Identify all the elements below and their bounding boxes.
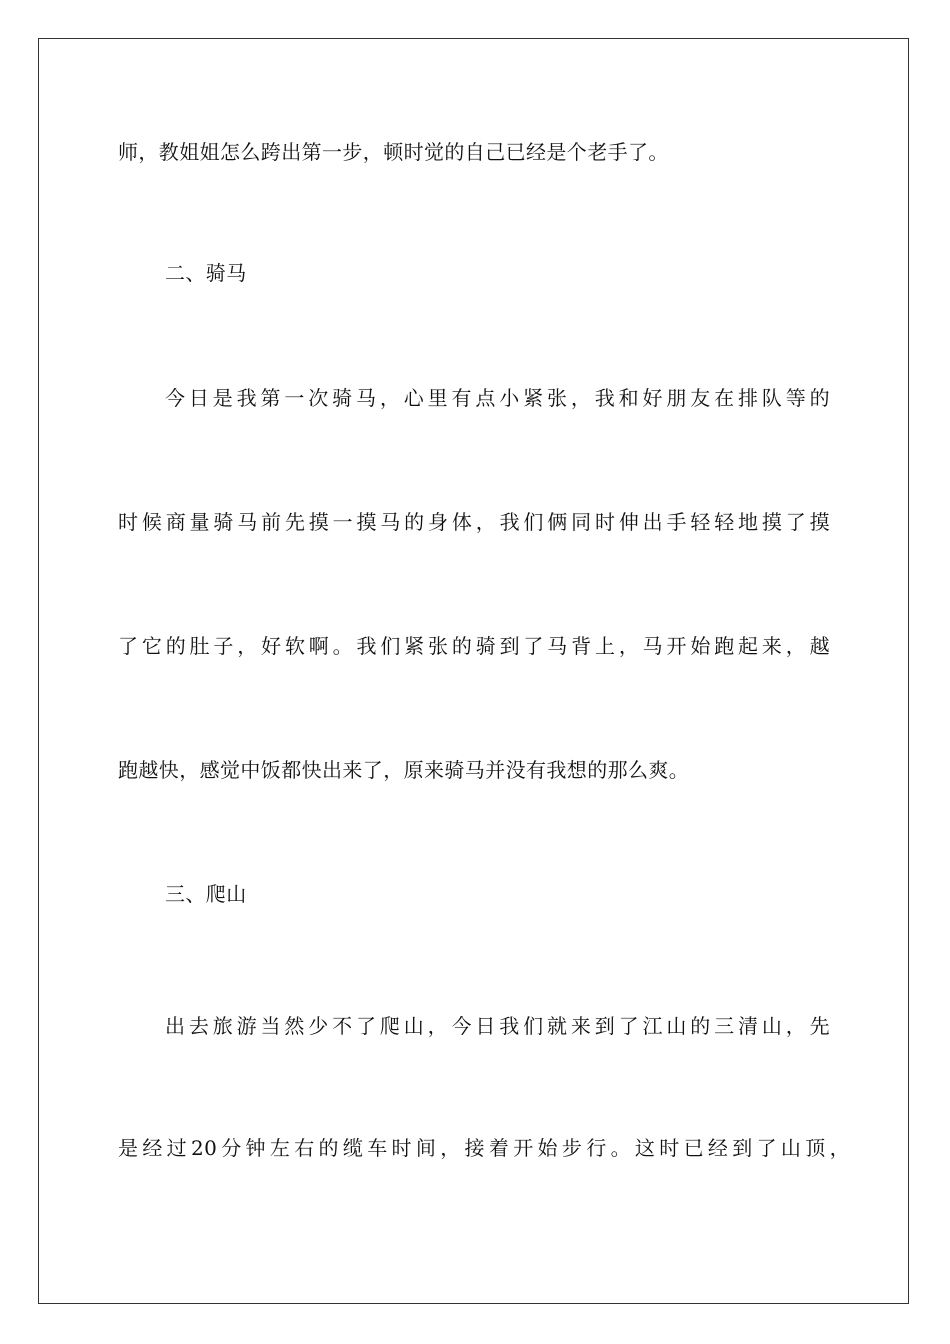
paragraph-line: 了它的肚子，好软啊。我们紧张的骑到了马背上，马开始跑起来，越 bbox=[118, 634, 830, 658]
paragraph-line: 是经过20分钟左右的缆车时间，接着开始步行。这时已经到了山顶， bbox=[118, 1136, 850, 1160]
section-heading-horse-riding: 二、骑马 bbox=[165, 261, 247, 285]
page-border bbox=[38, 38, 909, 1304]
paragraph-line: 今日是我第一次骑马，心里有点小紧张，我和好朋友在排队等的 bbox=[165, 386, 830, 410]
paragraph-line: 跑越快，感觉中饭都快出来了，原来骑马并没有我想的那么爽。 bbox=[118, 758, 690, 782]
paragraph-continuation-line: 师，教姐姐怎么跨出第一步，顿时觉的自己已经是个老手了。 bbox=[118, 140, 669, 164]
paragraph-line: 时候商量骑马前先摸一摸马的身体，我们俩同时伸出手轻轻地摸了摸 bbox=[118, 510, 830, 534]
section-heading-mountain-climbing: 三、爬山 bbox=[165, 882, 247, 906]
paragraph-line: 出去旅游当然少不了爬山，今日我们就来到了江山的三清山，先 bbox=[165, 1014, 830, 1038]
